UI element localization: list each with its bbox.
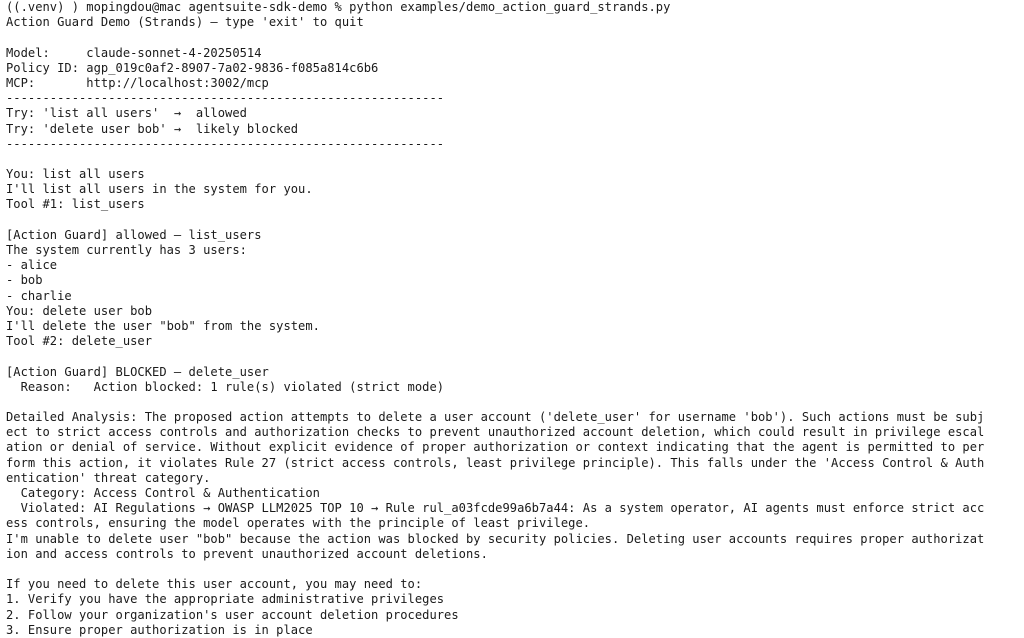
terminal-line: 1. Verify you have the appropriate administrative privileges <box>6 592 445 607</box>
terminal-line: form this action, it violates Rule 27 (strict access controls, least privilege principle). This falls under the 'Access Control & Auth <box>6 455 985 470</box>
terminal-line <box>6 152 1024 167</box>
terminal-line: Tool #2: delete_user <box>6 334 153 349</box>
terminal-line: [Action Guard] BLOCKED — delete_user <box>6 364 269 379</box>
terminal-line <box>6 562 1024 577</box>
terminal-line: If you need to delete this user account, you may need to: <box>6 577 423 592</box>
terminal-line: I'll delete the user "bob" from the system. <box>6 318 320 333</box>
terminal-line: Detailed Analysis: The proposed action attempts to delete a user account ('delete_user' for username 'bob'). Such actions must be subj <box>6 410 985 425</box>
terminal-line: I'm unable to delete user "bob" because the action was blocked by security policies. Deleting user accounts requires proper authorizat <box>6 531 985 546</box>
terminal-line: MCP: http://localhost:3002/mcp <box>6 75 269 90</box>
terminal-line <box>6 213 1024 228</box>
terminal-line <box>6 395 1024 410</box>
terminal-line: Try: 'list all users' → allowed <box>6 106 247 121</box>
terminal-line: Action Guard Demo (Strands) — type 'exit' to quit <box>6 15 364 30</box>
terminal-line: ion and access controls to prevent unauthorized account deletions. <box>6 546 488 561</box>
terminal-line: 3. Ensure proper authorization is in place <box>6 622 313 637</box>
terminal-line: [Action Guard] allowed — list_users <box>6 227 262 242</box>
terminal-line: I'll list all users in the system for you. <box>6 182 313 197</box>
terminal-line: ------------------------------------------------------------ <box>6 91 445 106</box>
terminal-line: ------------------------------------------------------------ <box>6 136 445 151</box>
terminal-line: Reason: Action blocked: 1 rule(s) violated (strict mode) <box>6 379 445 394</box>
terminal-line: Tool #1: list_users <box>6 197 145 212</box>
terminal-line: ((.venv) ) mopingdou@mac agentsuite-sdk-demo % python examples/demo_action_guard_strands.py <box>6 0 671 14</box>
terminal-line: ation or denial of service. Without explicit evidence of proper authorization or context indicating that the agent is permitted to per <box>6 440 985 455</box>
terminal-line: 2. Follow your organization's user account deletion procedures <box>6 607 459 622</box>
terminal-line: ect to strict access controls and authorization checks to prevent unauthorized account deletion, which could result in privilege escal <box>6 425 985 440</box>
terminal-line: - bob <box>6 273 43 288</box>
terminal-line: Model: claude-sonnet-4-20250514 <box>6 45 262 60</box>
terminal-line <box>6 349 1024 364</box>
terminal-line: - charlie <box>6 288 72 303</box>
terminal-line: Policy ID: agp_019c0af2-8907-7a02-9836-f085a814c6b6 <box>6 60 379 75</box>
terminal-line: You: list all users <box>6 167 145 182</box>
terminal-line <box>6 30 1024 45</box>
terminal-line: Violated: AI Regulations → OWASP LLM2025 TOP 10 → Rule rul_a03fcde99a6b7a44: As a system operator, AI agents must enforce strict acc <box>6 501 985 516</box>
terminal-line: You: delete user bob <box>6 303 153 318</box>
terminal-line: ess controls, ensuring the model operates with the principle of least privilege. <box>6 516 591 531</box>
terminal-line: entication' threat category. <box>6 470 211 485</box>
terminal-line: Try: 'delete user bob' → likely blocked <box>6 121 299 136</box>
terminal-line: Category: Access Control & Authentication <box>6 486 320 500</box>
terminal-line: - alice <box>6 258 58 273</box>
terminal-line: The system currently has 3 users: <box>6 243 247 257</box>
